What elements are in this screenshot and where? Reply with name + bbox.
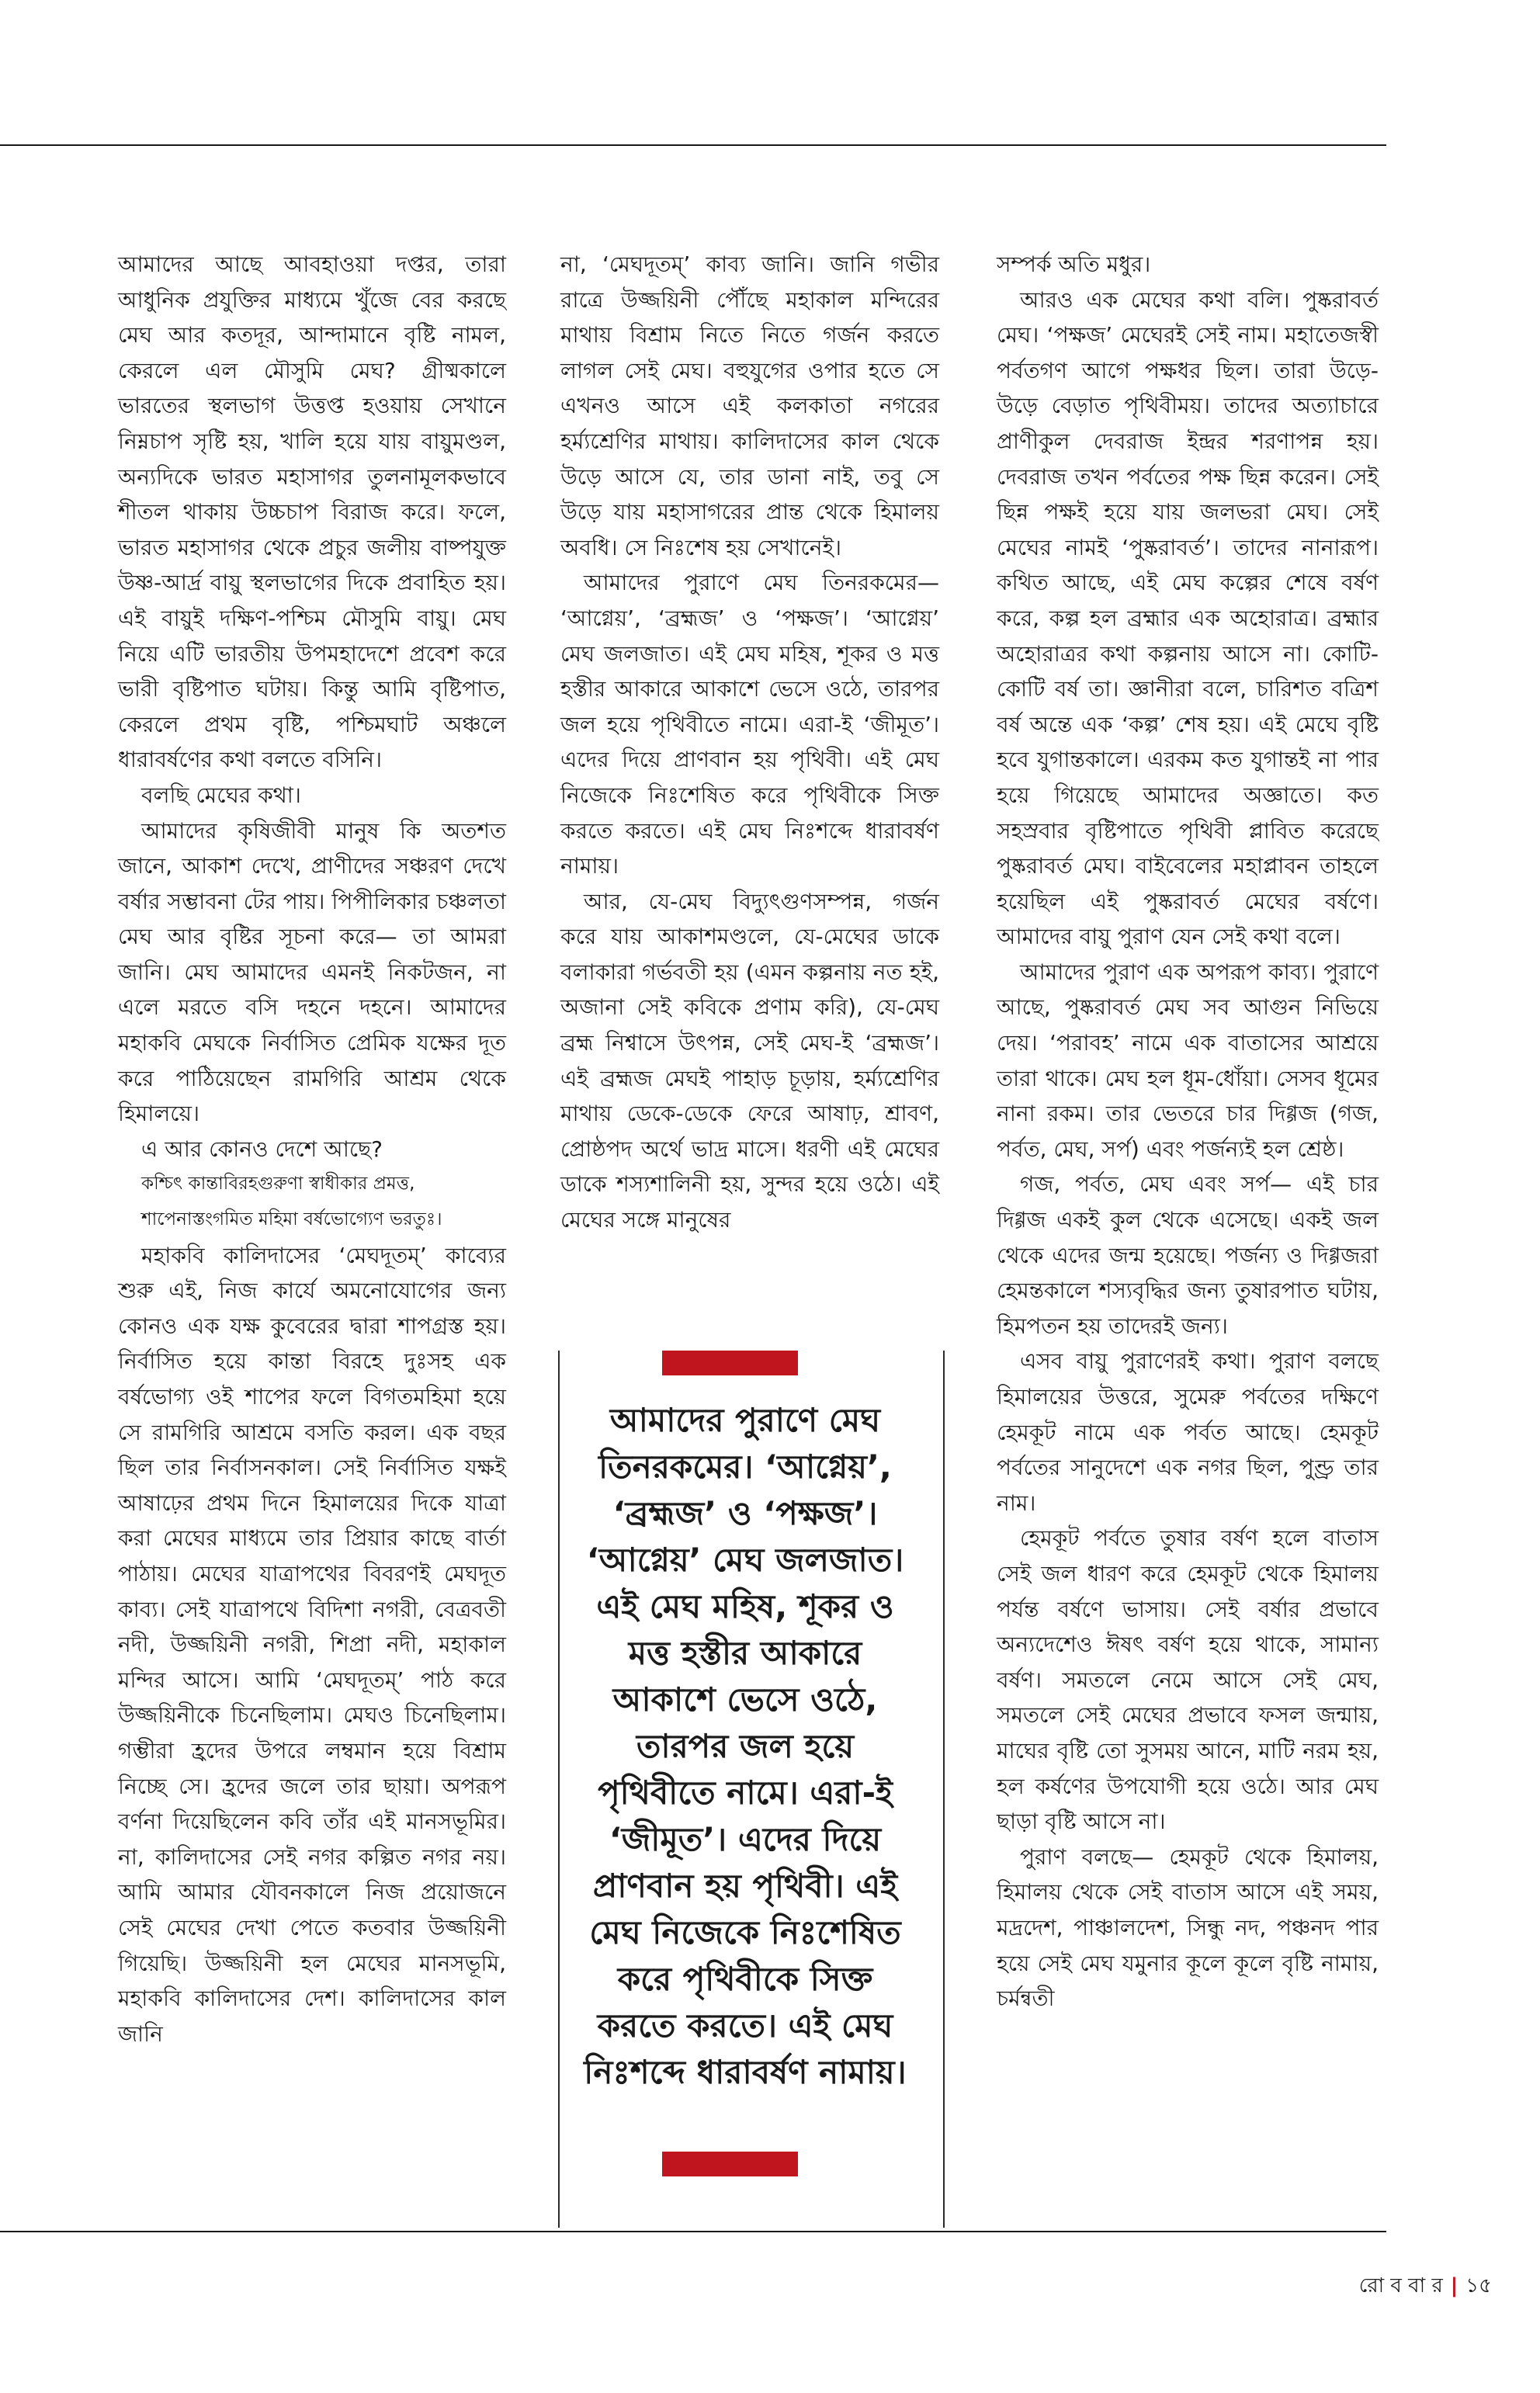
verse-line: কশ্চিৎ কান্তাবিরহগুরুণা স্বাধীকার প্রমত্ত, [141,1174,415,1195]
pull-quote-bottom-bar [662,2152,798,2176]
paragraph: আমাদের পুরাণে মেঘ তিনরকমের— ‘আগ্নেয়’, ‘ব্রহ্মজ’ ও ‘পক্ষজ’। ‘আগ্নেয়’ মেঘ জলজাত। এই মেঘ মহিষ, শূকর ও মত্ত হস্তীর আকারে আকাশে ভেসে ওঠে, তারপর জল হয়ে পৃথিবীতে নামে। এরা-ই ‘জীমূত’। এদের দিয়ে প্রাণবান হয় পৃথিবী। এই মেঘ নিজেকে নিঃশেষিত করে পৃথিবীকে সিক্ত করতে করতে। এই মেঘ নিঃশব্দে ধারাবর্ষণ নামায়। [560,570,939,879]
article-column-2 [560,247,939,1238]
paragraph: না, ‘মেঘদূতম্’ কাব্য জানি। জানি গভীর রাত্রে উজ্জয়িনী পৌঁছে মহাকাল মন্দিরের মাথায় বিশ্রাম নিতে নিতে গর্জন করতে লাগল সেই মেঘ। বহুযুগের ওপার হতে সে এখনও আসে এই কলকাতা নগরের হর্ম্যশ্রেণির মাথায়। কালিদাসের কাল থেকে উড়ে আসে যে, তার ডানা নাই, তবু সে উড়ে যায় মহাসাগরের প্রান্ত থেকে হিমালয় অবধি। সে নিঃশেষ হয় সেখানেই। [560,251,939,560]
page-number: ১৫ [1465,2274,1492,2298]
paragraph: আমাদের কৃষিজীবী মানুষ কি অতশত জানে, আকাশ দেখে, প্রাণীদের সঞ্চরণ দেখে বর্ষার সম্ভাবনা টের পায়। পিপীলিকার চঞ্চলতা মেঘ আর বৃষ্টির সূচনা করে— তা আমরা জানি। মেঘ আমাদের এমনই নিকটজন, না এলে মরতে বসি দহনে দহনে। আমাদের মহাকবি মেঘকে নির্বাসিত প্রেমিক যক্ষের দূত করে পাঠিয়েছেন রামগিরি আশ্রম থেকে হিমালয়ে। [118,817,506,1127]
top-rule [0,144,1386,146]
publication-name: রো ব বা র [1358,2274,1443,2298]
paragraph: হেমকূট পর্বতে তুষার বর্ষণ হলে বাতাস সেই জল ধারণ করে হেমকূট থেকে হিমালয় পর্যন্ত বর্ষণে ভাসায়। সেই বর্ষার প্রভাবে অন্যদেশেও ঈষৎ বর্ষণ হয়ে থাকে, সামান্য বর্ষণ। সমতলে নেমে আসে সেই মেঘ, সমতলে সেই মেঘের প্রভাবে ফসল জন্মায়, মাঘের বৃষ্টি তো সুসময় আনে, মাটি নরম হয়, হল কর্ষণের উপযোগী হয়ে ওঠে। আর মেঘ ছাড়া বৃষ্টি আসে না। [997,1525,1379,1835]
pull-quote-divider-right [943,1351,945,2228]
pull-quote: আমাদের পুরাণে মেঘ তিনরকমের। ‘আগ্নেয়’, ‘ব্রহ্মজ’ ও ‘পক্ষজ’। ‘আগ্নেয়’ মেঘ জলজাত। এই মেঘ মহিষ, শূকর ও মত্ত হস্তীর আকারে আকাশে ভেসে ওঠে, তারপর জল হয়ে পৃথিবীতে নামে। এরা-ই ‘জীমূত’। এদের দিয়ে প্রাণবান হয় পৃথিবী। এই মেঘ নিজেকে নিঃশেষিত করে পৃথিবীকে সিক্ত করতে করতে। এই মেঘ নিঃশব্দে ধারাবর্ষণ নামায়। [584,1401,907,2091]
paragraph: এসব বায়ু পুরাণেরই কথা। পুরাণ বলছে হিমালয়ের উত্তরে, সুমেরু পর্বতের দক্ষিণে হেমকূট নামে এক পর্বত আছে। হেমকূট পর্বতের সানুদেশে এক নগর ছিল, পুণ্ড্র তার নাম। [997,1348,1379,1516]
paragraph: পুরাণ বলছে— হেমকূট থেকে হিমালয়, হিমালয় থেকে সেই বাতাস আসে এই সময়, মদ্রদেশ, পাঞ্চালদেশ, সিন্ধু নদ, পঞ্চনদ পার হয়ে সেই মেঘ যমুনার কূলে কূলে বৃষ্টি নামায়, চর্মন্বতী [997,1843,1379,2012]
paragraph: এ আর কোনও দেশে আছে? [141,1136,383,1162]
footer-separator: | [1450,2274,1458,2298]
paragraph: সম্পর্ক অতি মধুর। [997,251,1151,277]
pull-quote-divider-left [558,1351,560,2228]
paragraph: গজ, পর্বত, মেঘ এবং সর্প— এই চার দিগ্গজ একই কুল থেকে এসেছে। একই জল থেকে এদের জন্ম হয়েছে। পর্জন্য ও দিগ্গজরা হেমন্তকালে শস্যবৃদ্ধির জন্য তুষারপাত ঘটায়, হিমপতন হয় তাদেরই জন্য। [997,1171,1379,1339]
paragraph: আর, যে-মেঘ বিদ্যুৎগুণসম্পন্ন, গর্জন করে যায় আকাশমণ্ডলে, যে-মেঘের ডাকে বলাকারা গর্ভবতী হয় (এমন কল্পনায় নত হই, অজানা সেই কবিকে প্রণাম করি), যে-মেঘ ব্রহ্ম নিশ্বাসে উৎপন্ন, সেই মেঘ-ই ‘ব্রহ্মজ’। এই ব্রহ্মজ মেঘই পাহাড় চূড়ায়, হর্ম্যশ্রেণির মাথায় ডেকে-ডেকে ফেরে আষাঢ়, শ্রাবণ, প্রোষ্ঠপদ অর্থে ভাদ্র মাসে। ধরণী এই মেঘের ডাকে শস্যশালিনী হয়, সুন্দর হয়ে ওঠে। এই মেঘের সঙ্গে মানুষের [560,888,939,1233]
paragraph: আমাদের পুরাণ এক অপরূপ কাব্য। পুরাণে আছে, পুষ্করাবর্ত মেঘ সব আগুন নিভিয়ে দেয়। ‘পরাবহ’ নামে এক বাতাসের আশ্রয়ে তারা থাকে। মেঘ হল ধূম-ধোঁয়া। সেসব ধূমের নানা রকম। তার ভেতরে চার দিগ্গজ (গজ, পর্বত, মেঘ, সর্প) এবং পর্জন্যই হল শ্রেষ্ঠ। [997,959,1379,1162]
article-column-3 [997,247,1379,2017]
article-column-1 [118,247,506,2051]
page-footer [1359,2270,1492,2304]
verse-line: শাপেনাস্তংগমিত মহিমা বর্ষভোগ্যেণ ভরতুঃ। [141,1209,442,1230]
pull-quote-top-bar [662,1351,798,1375]
paragraph: আমাদের আছে আবহাওয়া দপ্তর, তারা আধুনিক প্রযুক্তির মাধ্যমে খুঁজে বের করছে মেঘ আর কতদূর, আন্দামানে বৃষ্টি নামল, কেরলে এল মৌসুমি মেঘ? গ্রীষ্মকালে ভারতের স্থলভাগ উত্তপ্ত হওয়ায় সেখানে নিম্নচাপ সৃষ্টি হয়, খালি হয়ে যায় বায়ুমণ্ডল, অন্যদিকে ভারত মহাসাগর তুলনামূলকভাবে শীতল থাকায় উচ্চচাপ বিরাজ করে। ফলে, ভারত মহাসাগর থেকে প্রচুর জলীয় বাষ্পযুক্ত উষ্ণ-আর্দ্র বায়ু স্থলভাগের দিকে প্রবাহিত হয়। এই বায়ুই দক্ষিণ-পশ্চিম মৌসুমি বায়ু। মেঘ নিয়ে এটি ভারতীয় উপমহাদেশে প্রবেশ করে ভারী বৃষ্টিপাত ঘটায়। কিন্তু আমি বৃষ্টিপাত, কেরলে প্রথম বৃষ্টি, পশ্চিমঘাট অঞ্চলে ধারাবর্ষণের কথা বলতে বসিনি। [118,251,506,773]
bottom-rule [0,2231,1386,2232]
paragraph: বলছি মেঘের কথা। [141,782,301,808]
paragraph: আরও এক মেঘের কথা বলি। পুষ্করাবর্ত মেঘ। ‘পক্ষজ’ মেঘেরই সেই নাম। মহাতেজস্বী পর্বতগণ আগে পক্ষধর ছিল। তারা উড়ে-উড়ে বেড়াত পৃথিবীময়। তাদের অত্যাচারে প্রাণীকুল দেবরাজ ইন্দ্রর শরণাপন্ন হয়। দেবরাজ তখন পর্বতের পক্ষ ছিন্ন করেন। সেই ছিন্ন পক্ষই হয়ে যায় জলভরা মেঘ। সেই মেঘের নামই ‘পুষ্করাবর্ত’। তাদের নানারূপ। কথিত আছে, এই মেঘ কল্পের শেষে বর্ষণ করে, কল্প হল ব্রহ্মার এক অহোরাত্র। ব্রহ্মার অহোরাত্রর কথা কল্পনায় আসে না। কোটি-কোটি বর্ষ তা। জ্ঞানীরা বলে, চারিশত বত্রিশ বর্ষ অন্তে এক ‘কল্প’ শেষ হয়। এই মেঘে বৃষ্টি হবে যুগান্তকালে। এরকম কত যুগান্তই না পার হয়ে গিয়েছে আমাদের অজ্ঞাতে। কত সহস্রবার বৃষ্টিপাতে পৃথিবী প্লাবিত করেছে পুষ্করাবর্ত মেঘ। বাইবেলের মহাপ্লাবন তাহলে হয়েছিল এই পুষ্করাবর্ত মেঘের বর্ষণে। আমাদের বায়ু পুরাণ যেন সেই কথা বলে। [997,286,1379,950]
paragraph: মহাকবি কালিদাসের ‘মেঘদূতম্’ কাব্যের শুরু এই, নিজ কার্যে অমনোযোগের জন্য কোনও এক যক্ষ কুবেরের দ্বারা শাপগ্রস্ত হয়। নির্বাসিত হয়ে কান্তা বিরহে দুঃসহ এক বর্ষভোগ্য ওই শাপের ফলে বিগতমহিমা হয়ে সে রামগিরি আশ্রমে বসতি করল। এক বছর ছিল তার নির্বাসনকাল। সেই নির্বাসিত যক্ষই আষাঢ়ের প্রথম দিনে হিমালয়ের দিকে যাত্রা করা মেঘের মাধ্যমে তার প্রিয়ার কাছে বার্তা পাঠায়। মেঘের যাত্রাপথের বিবরণই মেঘদূত কাব্য। সেই যাত্রাপথে বিদিশা নগরী, বেত্রবতী নদী, উজ্জয়িনী নগরী, শিপ্রা নদী, মহাকাল মন্দির আসে। আমি ‘মেঘদূতম্’ পাঠ করে উজ্জয়িনীকে চিনেছিলাম। মেঘও চিনেছিলাম। গম্ভীরা হ্রদের উপরে লম্বমান হয়ে বিশ্রাম নিচ্ছে সে। হ্রদের জলে তার ছায়া। অপরূপ বর্ণনা দিয়েছিলেন কবি তাঁর এই মানসভূমির। না, কালিদাসের সেই নগর কল্পিত নগর নয়। আমি আমার যৌবনকালে নিজ প্রয়োজনে সেই মেঘের দেখা পেতে কতবার উজ্জয়িনী গিয়েছি। উজ্জয়িনী হল মেঘের মানসভূমি, মহাকবি কালিদাসের দেশ। কালিদাসের কাল জানি [118,1242,506,2047]
